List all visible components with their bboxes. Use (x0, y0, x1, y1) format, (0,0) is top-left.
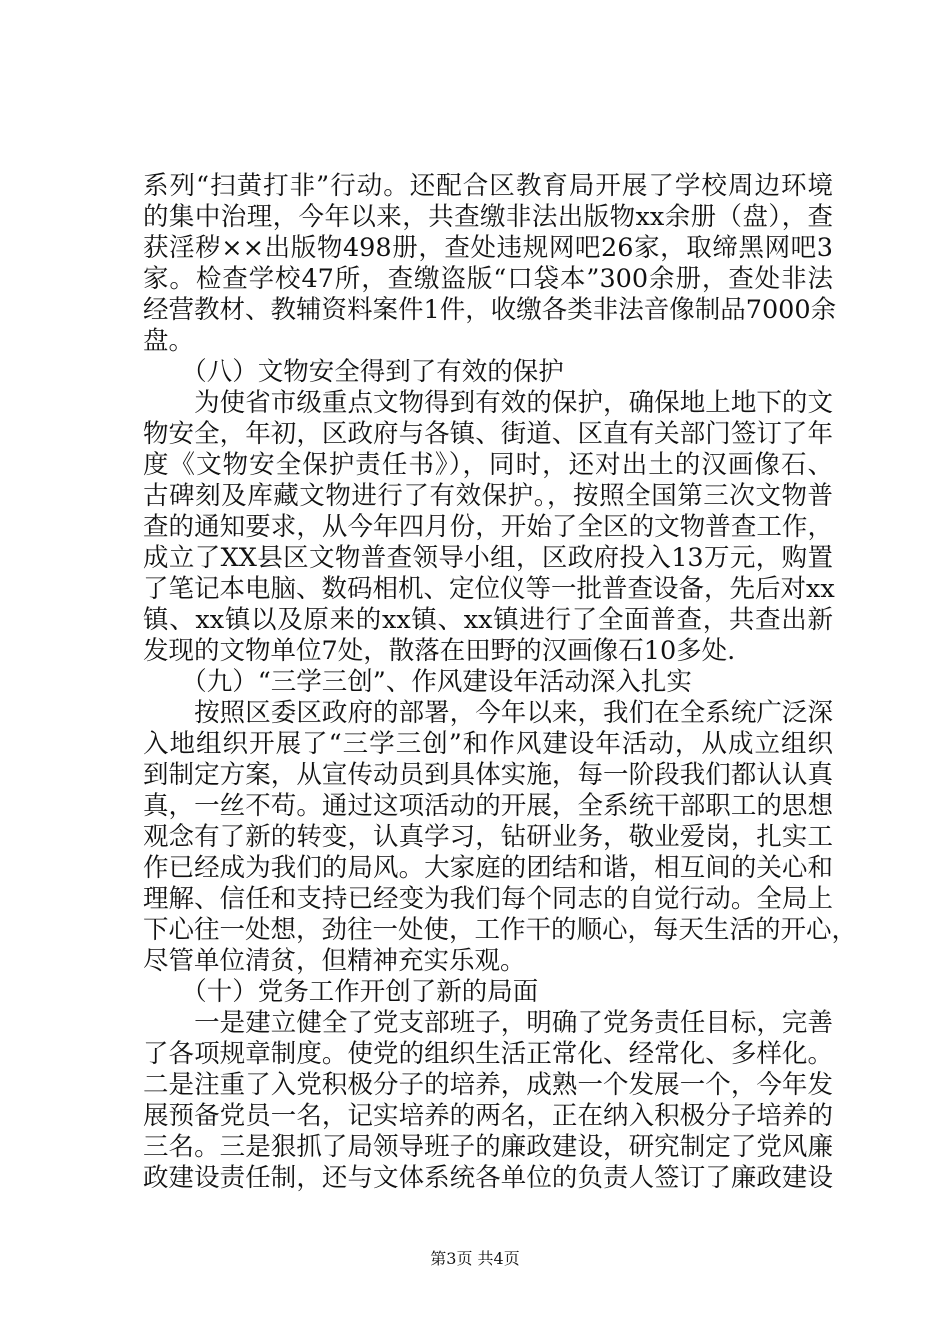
section-heading: （八）文物安全得到了有效的保护 (143, 357, 564, 387)
document-body (143, 171, 858, 1194)
text-line: 古碑刻及库藏文物进行了有效保护。，按照全国第三次文物普 (143, 481, 833, 511)
text-line: 作已经成为我们的局风。大家庭的团结和谐，相互间的关心和 (143, 853, 833, 883)
text-line: 了各项规章制度。使党的组织生活正常化、经常化、多样化。 (143, 1039, 833, 1069)
text-line: 镇、xx镇以及原来的xx镇、xx镇进行了全面普查，共查出新 (143, 605, 833, 635)
text-line: 经营教材、教辅资料案件1件，收缴各类非法音像制品7000余 (143, 295, 837, 325)
text-line: 一是建立健全了党支部班子，明确了党务责任目标，完善 (143, 1008, 833, 1038)
text-line: 真，一丝不苟。通过这项活动的开展，全系统干部职工的思想 (143, 791, 833, 821)
text-line: 入地组织开展了“三学三创”和作风建设年活动，从成立组织 (143, 729, 833, 759)
section-heading: （九）“三学三创”、作风建设年活动深入扎实 (143, 667, 692, 697)
text-line: 二是注重了入党积极分子的培养，成熟一个发展一个，今年发 (143, 1070, 833, 1100)
text-line: 物安全，年初，区政府与各镇、街道、区直有关部门签订了年 (143, 419, 833, 449)
text-line: 三名。三是狠抓了局领导班子的廉政建设，研究制定了党风廉 (143, 1132, 833, 1162)
text-line: 系列“扫黄打非”行动。还配合区教育局开展了学校周边环境 (143, 171, 833, 201)
text-line: 到制定方案，从宣传动员到具体实施，每一阶段我们都认认真 (143, 760, 833, 790)
text-line: 查的通知要求，从今年四月份，开始了全区的文物普查工作， (143, 512, 833, 542)
text-line: 下心往一处想，劲往一处使，工作干的顺心，每天生活的开心， (143, 915, 858, 945)
page-number-label: 第3页 共4页 (430, 1249, 520, 1268)
text-line: 理解、信任和支持已经变为我们每个同志的自觉行动。全局上 (143, 884, 833, 914)
text-line: 展预备党员一名，记实培养的两名，正在纳入积极分子培养的 (143, 1101, 833, 1131)
text-line: 政建设责任制，还与文体系统各单位的负责人签订了廉政建设 (143, 1163, 833, 1193)
text-line: 成立了XX县区文物普查领导小组，区政府投入13万元，购置 (143, 543, 833, 573)
page-footer (0, 1246, 950, 1269)
text-line: 家。检查学校47所，查缴盗版“口袋本”300余册，查处非法 (143, 264, 833, 294)
text-line: 尽管单位清贫，但精神充实乐观。 (143, 946, 526, 976)
text-line: 盘。 (143, 326, 195, 356)
text-line: 为使省市级重点文物得到有效的保护，确保地上地下的文 (143, 388, 833, 418)
text-line: 度《文物安全保护责任书》），同时，还对出土的汉画像石、 (143, 450, 833, 480)
text-line: 发现的文物单位7处，散落在田野的汉画像石10多处. (143, 636, 736, 666)
text-line: 观念有了新的转变，认真学习，钻研业务，敬业爱岗，扎实工 (143, 822, 833, 852)
text-line: 了笔记本电脑、数码相机、定位仪等一批普查设备，先后对xx (143, 574, 835, 604)
text-line: 的集中治理，今年以来，共查缴非法出版物xx余册（盘），查 (143, 202, 833, 232)
text-line: 按照区委区政府的部署，今年以来，我们在全系统广泛深 (143, 698, 833, 728)
section-heading: （十）党务工作开创了新的局面 (143, 977, 539, 1007)
text-line: 获淫秽××出版物498册，查处违规网吧26家，取缔黑网吧3 (143, 233, 833, 263)
